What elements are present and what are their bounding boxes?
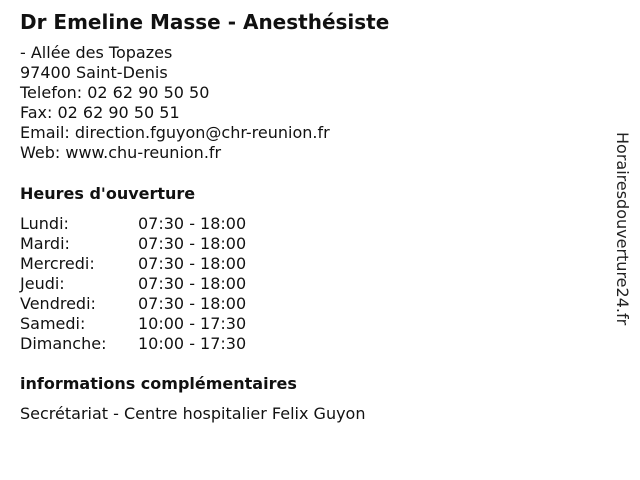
- hours-time-range: 07:30 - 18:00: [138, 234, 247, 253]
- hours-time-range: 07:30 - 18:00: [138, 274, 247, 293]
- hours-row-sunday: [20, 334, 280, 354]
- email-address: Email: direction.fguyon@chr-reunion.fr: [20, 123, 330, 142]
- hours-time-range: 07:30 - 18:00: [138, 214, 247, 233]
- opening-hours-table: [20, 214, 280, 354]
- page-title: Dr Emeline Masse - Anesthésiste: [20, 10, 390, 34]
- hours-time-range: 10:00 - 17:30: [138, 334, 247, 353]
- hours-row-friday: [20, 294, 280, 314]
- fax-number: Fax: 02 62 90 50 51: [20, 103, 180, 122]
- hours-time-range: 10:00 - 17:30: [138, 314, 247, 333]
- address-city: 97400 Saint-Denis: [20, 63, 168, 82]
- hours-day-label: Vendredi:: [20, 294, 96, 313]
- hours-day-label: Jeudi:: [20, 274, 65, 293]
- hours-day-label: Dimanche:: [20, 334, 107, 353]
- site-watermark: Horairesdouverture24.fr: [613, 132, 632, 326]
- additional-info-heading: informations complémentaires: [20, 374, 297, 393]
- hours-day-label: Lundi:: [20, 214, 69, 233]
- hours-row-thursday: [20, 274, 280, 294]
- phone-number: Telefon: 02 62 90 50 50: [20, 83, 210, 102]
- hours-time-range: 07:30 - 18:00: [138, 294, 247, 313]
- hours-row-saturday: [20, 314, 280, 334]
- hours-day-label: Samedi:: [20, 314, 86, 333]
- hours-time-range: 07:30 - 18:00: [138, 254, 247, 273]
- address-block: [20, 43, 330, 163]
- hours-row-wednesday: [20, 254, 280, 274]
- hours-row-tuesday: [20, 234, 280, 254]
- hours-row-monday: [20, 214, 280, 234]
- opening-hours-heading: Heures d'ouverture: [20, 184, 196, 203]
- website-address: Web: www.chu-reunion.fr: [20, 143, 222, 162]
- hours-day-label: Mercredi:: [20, 254, 95, 273]
- address-street: - Allée des Topazes: [20, 43, 173, 62]
- hours-day-label: Mardi:: [20, 234, 70, 253]
- additional-info-text: Secrétariat - Centre hospitalier Felix Guyon: [20, 404, 366, 423]
